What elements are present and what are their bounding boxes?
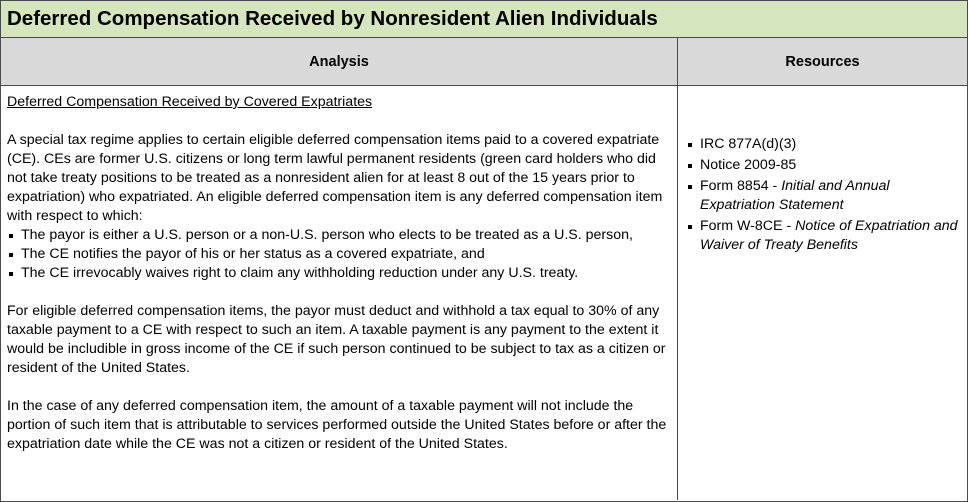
table-header-row (1, 38, 967, 86)
resource-title: Notice of Expatriation and Waiver of Treaty Benefits (700, 218, 958, 253)
page-title: Deferred Compensation Received by Nonresident Alien Individuals (1, 1, 967, 38)
list-item: The CE irrevocably waives right to claim any withholding reduction under any U.S. treaty. (7, 264, 671, 283)
resource-item-form-8854 (686, 177, 961, 215)
resource-item-irc-877a (686, 135, 961, 154)
resource-title: Initial and Annual Expatriation Statement (700, 178, 890, 213)
resource-item-notice-2009-85 (686, 156, 961, 175)
resource-label: Notice 2009-85 (700, 157, 797, 173)
table-body-row (1, 86, 967, 500)
resource-label: Form 8854 - (700, 178, 782, 194)
resources-cell (678, 86, 967, 500)
list-item: The CE notifies the payor of his or her status as a covered expatriate, and (7, 245, 671, 264)
list-item: The payor is either a U.S. person or a non-U.S. person who elects to be treated as a U.S. person, (7, 226, 671, 245)
resource-label: Form W-8CE - (700, 218, 796, 234)
analysis-cell (1, 86, 678, 500)
resource-label: IRC 877A(d)(3) (700, 136, 797, 152)
analysis-paragraph-1: A special tax regime applies to certain eligible deferred compensation items paid to a covered expatriate (CE). CEs are former U.S. citizens or long term lawful permanent residents (green card holders who did not take treaty positions to be treated as a nonresident alien for at least 8 out of the 15 years prior to expatriation) who expatriated. An eligible deferred compensation item is any deferred compensation item with respect to which: (7, 132, 663, 224)
analysis-paragraph-3: In the case of any deferred compensation item, the amount of a taxable payment will not include the portion of such item that is attributable to services performed outside the United States before or after the expatriation date while the CE was not a citizen or resident of the United States. (7, 398, 667, 452)
resources-column-header: Resources (785, 53, 860, 70)
analysis-paragraph-2: For eligible deferred compensation items, the payor must deduct and withhold a tax equal to 30% of any taxable payment to a CE with respect to such an item. A taxable payment is any payment to the extent it would be includible in gross income of the CE if such person continued to be subject to tax as a citizen or resident of the United States. (7, 303, 666, 376)
analysis-subheading: Deferred Compensation Received by Covered Expatriates (7, 94, 373, 110)
analysis-column-header: Analysis (1, 38, 678, 85)
eligibility-bullet-list (7, 226, 671, 283)
resource-item-form-w-8ce (686, 217, 961, 255)
resources-list (686, 135, 961, 255)
